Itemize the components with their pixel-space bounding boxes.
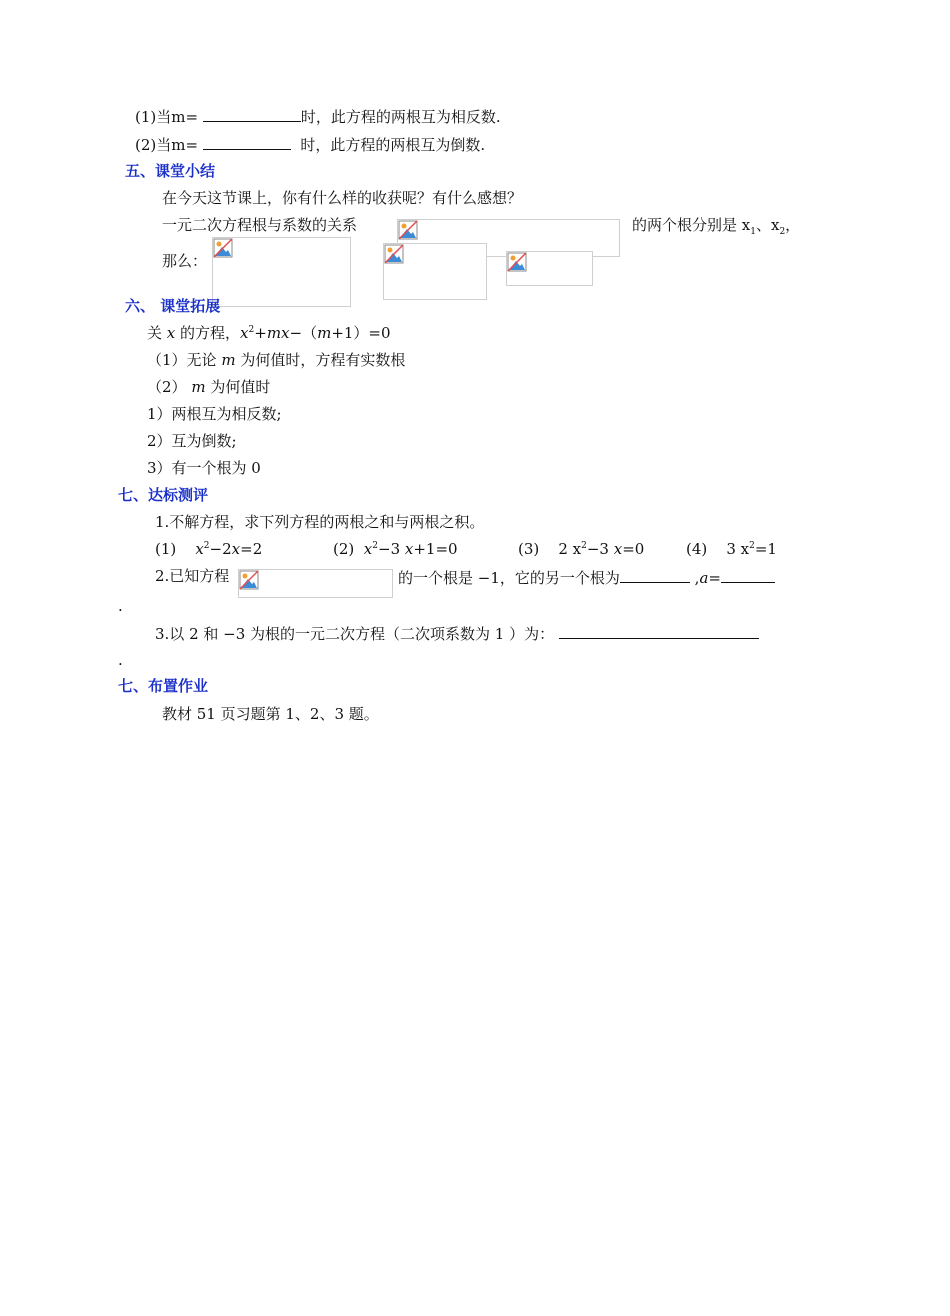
eq1-num: (1) bbox=[155, 540, 177, 558]
answer-blank-equation[interactable] bbox=[559, 622, 759, 639]
eq1-b: −2 bbox=[209, 540, 232, 558]
test-question-2-rest bbox=[398, 566, 775, 588]
question-1-prefix: (1)当m= bbox=[135, 108, 199, 126]
question-2-line bbox=[135, 133, 485, 155]
question-1-suffix: 时，此方程的两根互为相反数. bbox=[300, 108, 501, 126]
eq2-b: −3 bbox=[378, 540, 405, 558]
eq2-exp: 2 bbox=[372, 541, 378, 551]
answer-blank-other-root[interactable] bbox=[620, 566, 690, 583]
item-2-m: m bbox=[191, 378, 206, 396]
eq1-a: x bbox=[195, 540, 204, 558]
section-7-heading: 七、达标测评 bbox=[118, 486, 209, 504]
root-2-subscript: 2 bbox=[779, 227, 786, 237]
eq-mx: mx bbox=[266, 324, 290, 342]
eq3-b: −3 bbox=[586, 540, 614, 558]
test-question-2-prefix: 2.已知方程 bbox=[155, 567, 230, 585]
q3-text: 3.以 2 和 −3 为根的一元二次方程（二次项系数为 1 ）为： bbox=[155, 625, 555, 643]
eq-var-x2: x bbox=[240, 324, 249, 342]
extension-item-1 bbox=[147, 350, 405, 370]
broken-image-icon bbox=[213, 238, 233, 258]
test-question-1: 1.不解方程，求下列方程的两根之和与两根之积。 bbox=[155, 513, 485, 531]
eq3-a: 2 x bbox=[558, 540, 582, 558]
eq1-c: x bbox=[231, 540, 241, 558]
eq4-num: (4) bbox=[686, 540, 708, 558]
eq2-num: (2) bbox=[333, 540, 355, 558]
summary-question: 在今天这节课上，你有什么样的收获呢？有什么感想？ bbox=[162, 189, 523, 207]
broken-image-icon bbox=[398, 220, 418, 240]
eq2-a: x bbox=[363, 540, 373, 558]
eq4-d: =1 bbox=[754, 540, 777, 558]
item-1-suffix: 为何值时，方程有实数根 bbox=[235, 351, 406, 369]
question-2-suffix: 时，此方程的两根互为倒数. bbox=[300, 136, 486, 154]
then-label: 那么： bbox=[162, 252, 208, 270]
eq3-d: =0 bbox=[622, 540, 645, 558]
extension-sub-1: 1）两根互为相反数; bbox=[147, 405, 282, 423]
broken-image-icon bbox=[507, 252, 527, 272]
eq3-c: x bbox=[613, 540, 623, 558]
eq2-c: x bbox=[404, 540, 414, 558]
answer-blank-1[interactable] bbox=[203, 105, 301, 122]
extension-item-2 bbox=[147, 377, 270, 397]
test-equation-4 bbox=[686, 539, 777, 559]
eq3-exp: 2 bbox=[581, 541, 587, 551]
test-equation-2 bbox=[333, 539, 458, 559]
broken-image-icon bbox=[384, 244, 404, 264]
test-equation-1 bbox=[155, 539, 262, 559]
roots-separator: 、x bbox=[755, 216, 780, 234]
test-question-3 bbox=[155, 622, 759, 644]
answer-blank-2[interactable] bbox=[203, 133, 291, 150]
q2-text: 的一个根是 −1，它的另一个根为 bbox=[398, 569, 620, 587]
extension-sub-2: 2）互为倒数; bbox=[147, 432, 237, 450]
answer-blank-a[interactable] bbox=[721, 566, 775, 583]
eq-plus: + bbox=[254, 324, 267, 342]
item-1-prefix: （1）无论 bbox=[147, 351, 222, 369]
homework-text: 教材 51 页习题第 1、2、3 题。 bbox=[162, 705, 379, 723]
homework-heading: 七、布置作业 bbox=[118, 677, 209, 695]
eq1-d: =2 bbox=[240, 540, 263, 558]
question-2-prefix: (2)当m= bbox=[135, 136, 199, 154]
test-equation-3 bbox=[518, 539, 644, 559]
section-5-heading: 五、课堂小结 bbox=[125, 162, 216, 180]
eq2-d: +1=0 bbox=[413, 540, 458, 558]
question-1-line bbox=[135, 105, 501, 127]
equation-image-5 bbox=[238, 569, 393, 598]
eq-prefix: 关 bbox=[147, 324, 167, 342]
equation-image-4 bbox=[506, 251, 593, 286]
q2-comma: , bbox=[689, 569, 700, 587]
q2-var-a: a bbox=[699, 569, 709, 587]
extension-equation bbox=[147, 323, 391, 343]
q2-equals: = bbox=[708, 569, 721, 587]
eq-minus: −（ bbox=[289, 324, 318, 342]
q3-period: . bbox=[118, 651, 123, 669]
roots-comma: ， bbox=[785, 216, 801, 234]
roots-label: 的两个根分别是 x bbox=[632, 216, 751, 234]
root-1-subscript: 1 bbox=[750, 227, 756, 237]
q2-period: . bbox=[118, 597, 123, 615]
eq-end: +1）=0 bbox=[331, 324, 391, 342]
eq1-exp: 2 bbox=[203, 541, 210, 551]
eq3-num: (3) bbox=[518, 540, 540, 558]
relation-roots-text bbox=[632, 215, 800, 235]
item-1-m: m bbox=[221, 351, 236, 369]
equation-image-3 bbox=[383, 243, 487, 300]
relation-text: 一元二次方程根与系数的关系 bbox=[162, 216, 358, 234]
broken-image-icon bbox=[239, 570, 259, 590]
eq-exponent: 2 bbox=[248, 325, 255, 335]
item-2-suffix: 为何值时 bbox=[205, 378, 271, 396]
section-6-heading: 六、 课堂拓展 bbox=[125, 297, 221, 315]
item-2-prefix: （2） bbox=[147, 378, 192, 396]
equation-image-2 bbox=[212, 237, 351, 307]
eq4-exp: 2 bbox=[749, 541, 755, 551]
eq-mid: 的方程， bbox=[175, 324, 241, 342]
eq-var-x: x bbox=[166, 324, 176, 342]
extension-sub-3: 3）有一个根为 0 bbox=[147, 459, 261, 477]
eq4-a: 3 x bbox=[726, 540, 750, 558]
eq-var-m: m bbox=[317, 324, 332, 342]
